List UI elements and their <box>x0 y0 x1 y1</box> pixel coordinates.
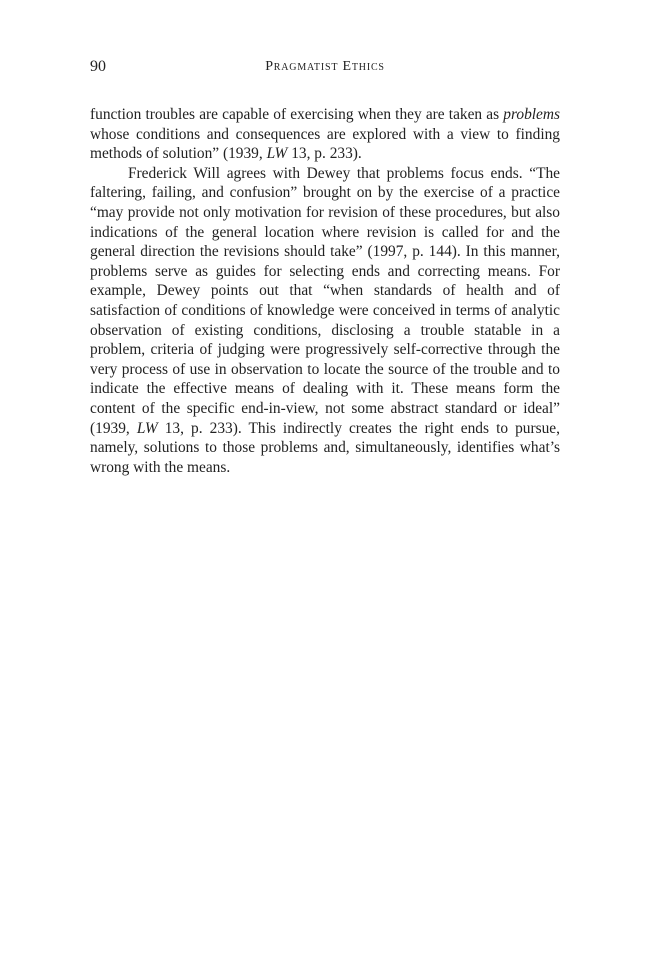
running-head: Pragmatist Ethics <box>265 59 385 74</box>
page-number: 90 <box>90 58 106 75</box>
paragraph <box>90 164 560 478</box>
emphasis-text: problems <box>503 106 560 123</box>
page-header <box>90 58 560 82</box>
citation-abbrev: LW <box>266 145 288 163</box>
citation-abbrev: LW <box>136 419 158 437</box>
text-run: 13, p. 233). This indirectly creates the right ends to pursue, namely, solutions to those problems and, simultaneously, identifies what’s wrong with the means. <box>90 419 560 476</box>
text-run: 13, p. 233). <box>287 145 362 163</box>
body-text <box>90 105 560 477</box>
text-run: function troubles are capable of exercising when they are taken as <box>90 106 504 123</box>
text-run: whose conditions and consequences are explored with a view to finding methods of solution” (1939, <box>90 125 560 163</box>
paragraph-continuation <box>90 105 560 164</box>
text-run: Frederick Will agrees with Dewey that problems focus ends. “The faltering, failing, and confusion” brought on by the exercise of a practice “may provide not only motivation for revision of these procedures, but also indications of the general location where revision is called for and the general direction the revisions should take” (1997, p. 144). In this manner, problems serve as guides for selecting ends and correcting means. For example, Dewey points out that “when standards of health and of satisfaction of conditions of knowledge were conceived in terms of analytic observation of existing conditions, disclosing a trouble statable in a problem, criteria of judging were progressively self-corrective through the very process of use in observation to locate the source of the trouble and to indicate the effective means of dealing with it. These means form the content of the specific end-in-view, not some abstract standard or ideal” (1939, <box>90 164 560 437</box>
